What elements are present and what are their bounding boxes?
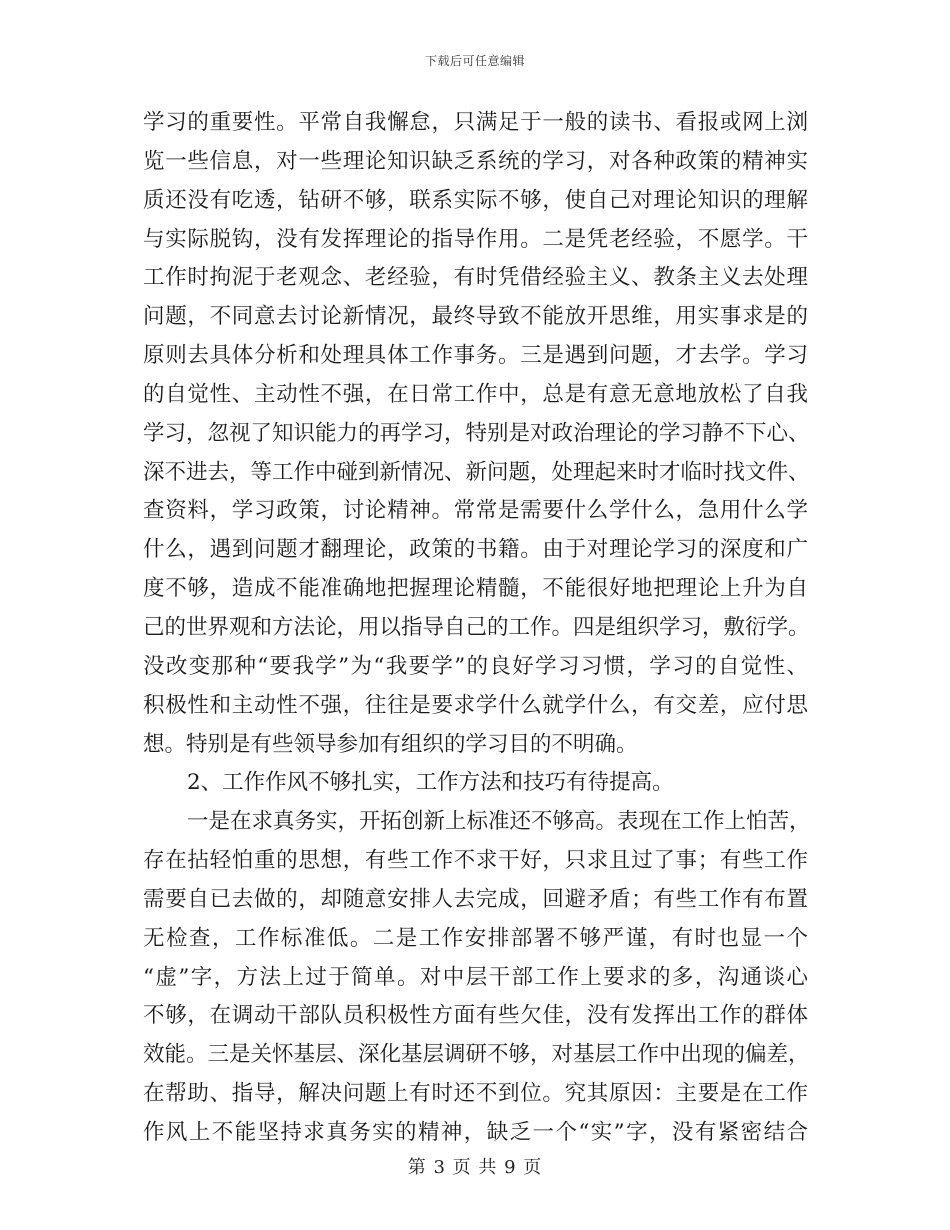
text-line: 无检查，工作标准低。二是工作安排部署不够严谨，有时也显一个 <box>143 925 808 951</box>
document-body <box>143 104 811 1153</box>
text-line: 与实际脱钩，没有发挥理论的指导作用。二是凭老经验，不愿学。干 <box>143 226 808 252</box>
text-line: 的自觉性、主动性不强，在日常工作中，总是有意无意地放松了自我 <box>143 381 808 407</box>
text-line: 原则去具体分析和处理具体工作事务。三是遇到问题，才去学。学习 <box>143 343 808 369</box>
page-header-note: 下载后可任意编辑 <box>424 54 525 68</box>
text-line: 积极性和主动性不强，往往是要求学什么就学什么，有交差，应付思 <box>143 692 808 718</box>
text-line: 什么，遇到问题才翻理论，政策的书籍。由于对理论学习的深度和广 <box>143 537 808 563</box>
text-line: 在帮助、指导，解决问题上有时还不到位。究其原因：主要是在工作 <box>143 1081 808 1107</box>
text-line: 一是在求真务实，开拓创新上标准还不够高。表现在工作上怕苦， <box>187 809 811 835</box>
text-line: 问题，不同意去讨论新情况，最终导致不能放开思维，用实事求是的 <box>143 304 808 330</box>
text-line: 查资料，学习政策，讨论精神。常常是需要什么学什么，急用什么学 <box>143 498 808 524</box>
text-line: 览一些信息，对一些理论知识缺乏系统的学习，对各种政策的精神实 <box>143 148 808 174</box>
page-number: 第 3 页 共 9 页 <box>407 1157 543 1178</box>
text-line: 作风上不能坚持求真务实的精神，缺乏一个“实”字，没有紧密结合 <box>143 1119 808 1145</box>
text-line: 不够，在调动干部队员积极性方面有些欠佳，没有发挥出工作的群体 <box>143 1003 808 1029</box>
text-line: 度不够，造成不能准确地把握理论精髓，不能很好地把理论上升为自 <box>143 576 808 602</box>
text-line: 需要自已去做的，却随意安排人去完成，回避矛盾；有些工作有布置 <box>143 886 808 912</box>
text-line: 工作时拘泥于老观念、老经验，有时凭借经验主义、教条主义去处理 <box>143 265 808 291</box>
text-line: 想。特别是有些领导参加有组织的学习目的不明确。 <box>143 731 638 757</box>
text-line: 深不进去，等工作中碰到新情况、新问题，处理起来时才临时找文件、 <box>143 459 810 485</box>
text-line: 效能。三是关怀基层、深化基层调研不够，对基层工作中出现的偏差， <box>143 1042 810 1068</box>
text-line: 质还没有吃透，钻研不够，联系实际不够，使自己对理论知识的理解 <box>143 187 808 213</box>
text-line: 己的世界观和方法论，用以指导自己的工作。四是组织学习，敷衍学。 <box>143 614 810 640</box>
text-line: “虚”字，方法上过于简单。对中层干部工作上要求的多，沟通谈心 <box>143 964 808 990</box>
text-line: 没改变那种“要我学”为“我要学”的良好学习习惯，学习的自觉性、 <box>143 653 808 679</box>
text-line: 学习的重要性。平常自我懈怠，只满足于一般的读书、看报或网上浏 <box>143 110 808 135</box>
section-heading: 2、工作作风不够扎实，工作方法和技巧有待提高。 <box>187 770 674 796</box>
text-line: 存在拈轻怕重的思想，有些工作不求干好，只求且过了事；有些工作 <box>143 848 808 874</box>
text-line: 学习，忽视了知识能力的再学习，特别是对政治理论的学习静不下心、 <box>143 420 810 446</box>
